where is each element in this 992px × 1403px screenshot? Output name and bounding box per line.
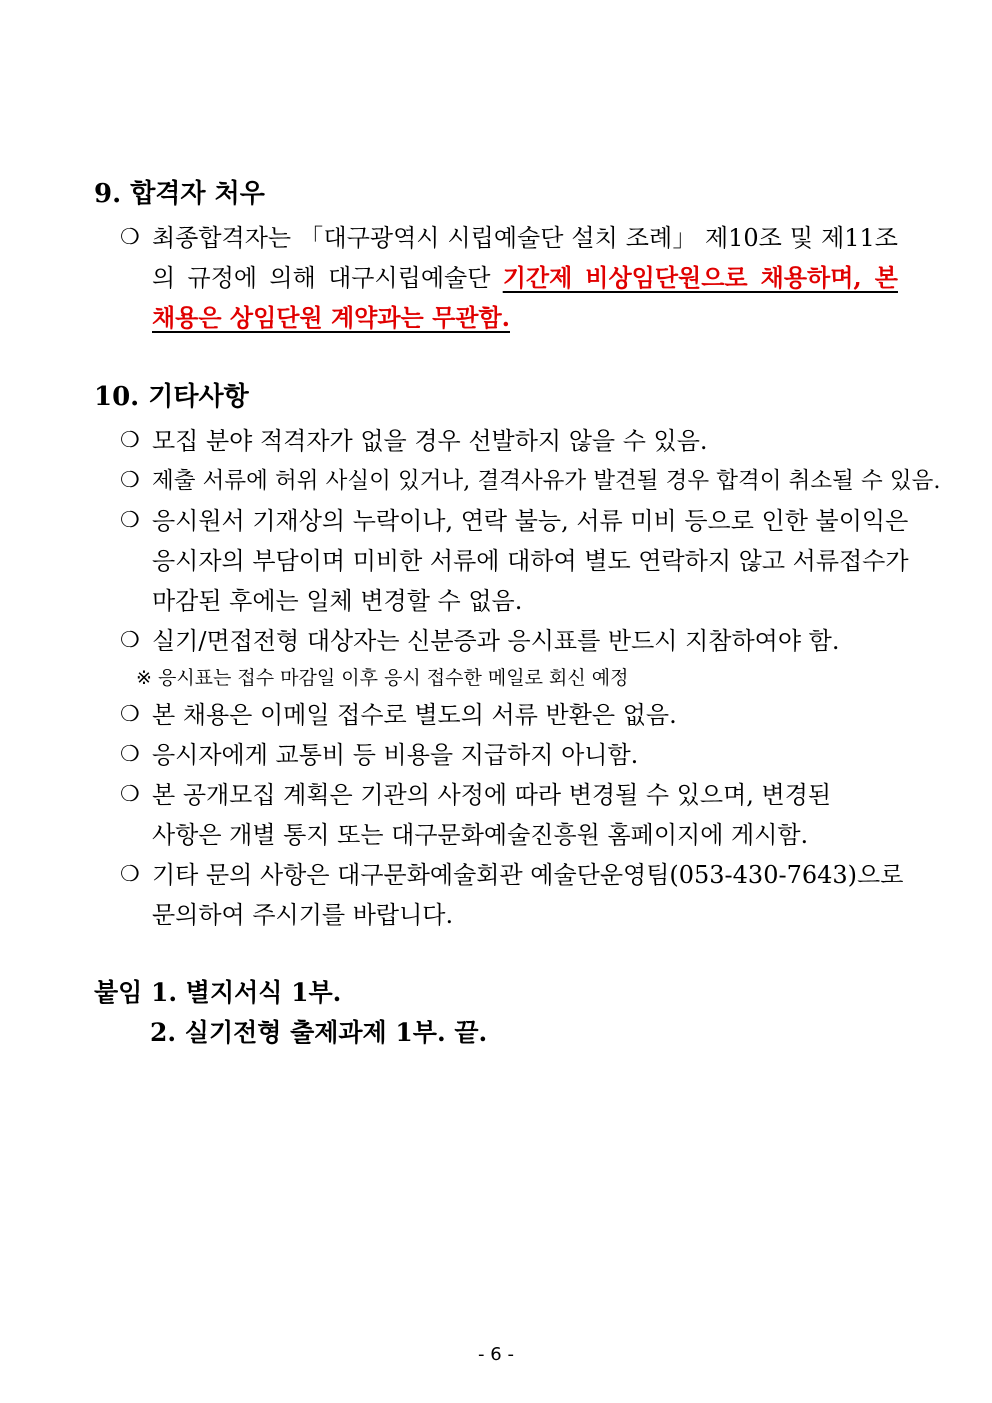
bullet-icon: ❍ <box>120 428 140 453</box>
bullet-icon: ❍ <box>120 862 140 887</box>
bullet-icon: ❍ <box>120 508 140 533</box>
section10-item2-line1: 제출 서류에 허위 사실이 있거나, 결격사유가 발견될 경우 합격이 취소될 수 있음. <box>152 468 941 494</box>
attachment-line2: 2. 실기전형 출제과제 1부. 끝. <box>150 1018 488 1047</box>
section10-item5-line1: 본 채용은 이메일 접수로 별도의 서류 반환은 없음. <box>152 701 677 729</box>
section10-item1-line1: 모집 분야 적격자가 없을 경우 선발하지 않을 수 있음. <box>152 427 708 455</box>
section-heading-9: 9. 합격자 처우 <box>94 179 265 209</box>
section10-item6-line1: 응시자에게 교통비 등 비용을 지급하지 아니함. <box>152 741 639 769</box>
section10-item3-line1: 응시원서 기재상의 누락이나, 연락 불능, 서류 미비 등으로 인한 불이익은 <box>152 507 909 535</box>
section10-item3-line3: 마감된 후에는 일체 변경할 수 없음. <box>152 587 523 615</box>
section10-note: ※ 응시표는 접수 마감일 이후 응시 접수한 메일로 회신 예정 <box>136 667 629 689</box>
section9-item1-line3 <box>152 302 510 334</box>
section9-item1-line2 <box>152 262 898 294</box>
section9-item1-line3-highlight: 채용은 상임단원 계약과는 무관함. <box>152 303 510 332</box>
bullet-icon: ❍ <box>120 742 140 767</box>
bullet-icon: ❍ <box>120 782 140 807</box>
section10-item4-line1: 실기/면접전형 대상자는 신분증과 응시표를 반드시 지참하여야 함. <box>152 627 840 655</box>
section-heading-10: 10. 기타사항 <box>94 382 249 412</box>
section10-item8-line1: 기타 문의 사항은 대구문화예술회관 예술단운영팀(053-430-7643)으로 <box>152 861 904 889</box>
attachment-line1: 붙임 1. 별지서식 1부. <box>94 978 342 1007</box>
section10-item7-line1: 본 공개모집 계획은 기관의 사정에 따라 변경될 수 있으며, 변경된 <box>152 781 832 809</box>
bullet-icon: ❍ <box>120 468 140 493</box>
section9-item1-line2-highlight: 기간제 비상임단원으로 채용하며, 본 <box>502 263 898 292</box>
bullet-icon: ❍ <box>120 628 140 653</box>
bullet-icon: ❍ <box>120 225 140 250</box>
page-number: - 6 - <box>478 1344 514 1365</box>
section9-item1-line2-plain: 의 규정에 의해 대구시립예술단 <box>152 264 503 292</box>
section10-item8-line2: 문의하여 주시기를 바랍니다. <box>152 901 454 929</box>
section10-item3-line2: 응시자의 부담이며 미비한 서류에 대하여 별도 연락하지 않고 서류접수가 <box>152 547 909 575</box>
section9-item1-line1: 최종합격자는 「대구광역시 시립예술단 설치 조례」 제10조 및 제11조 <box>152 224 898 252</box>
section10-item7-line2: 사항은 개별 통지 또는 대구문화예술진흥원 홈페이지에 게시함. <box>152 821 809 849</box>
bullet-icon: ❍ <box>120 702 140 727</box>
